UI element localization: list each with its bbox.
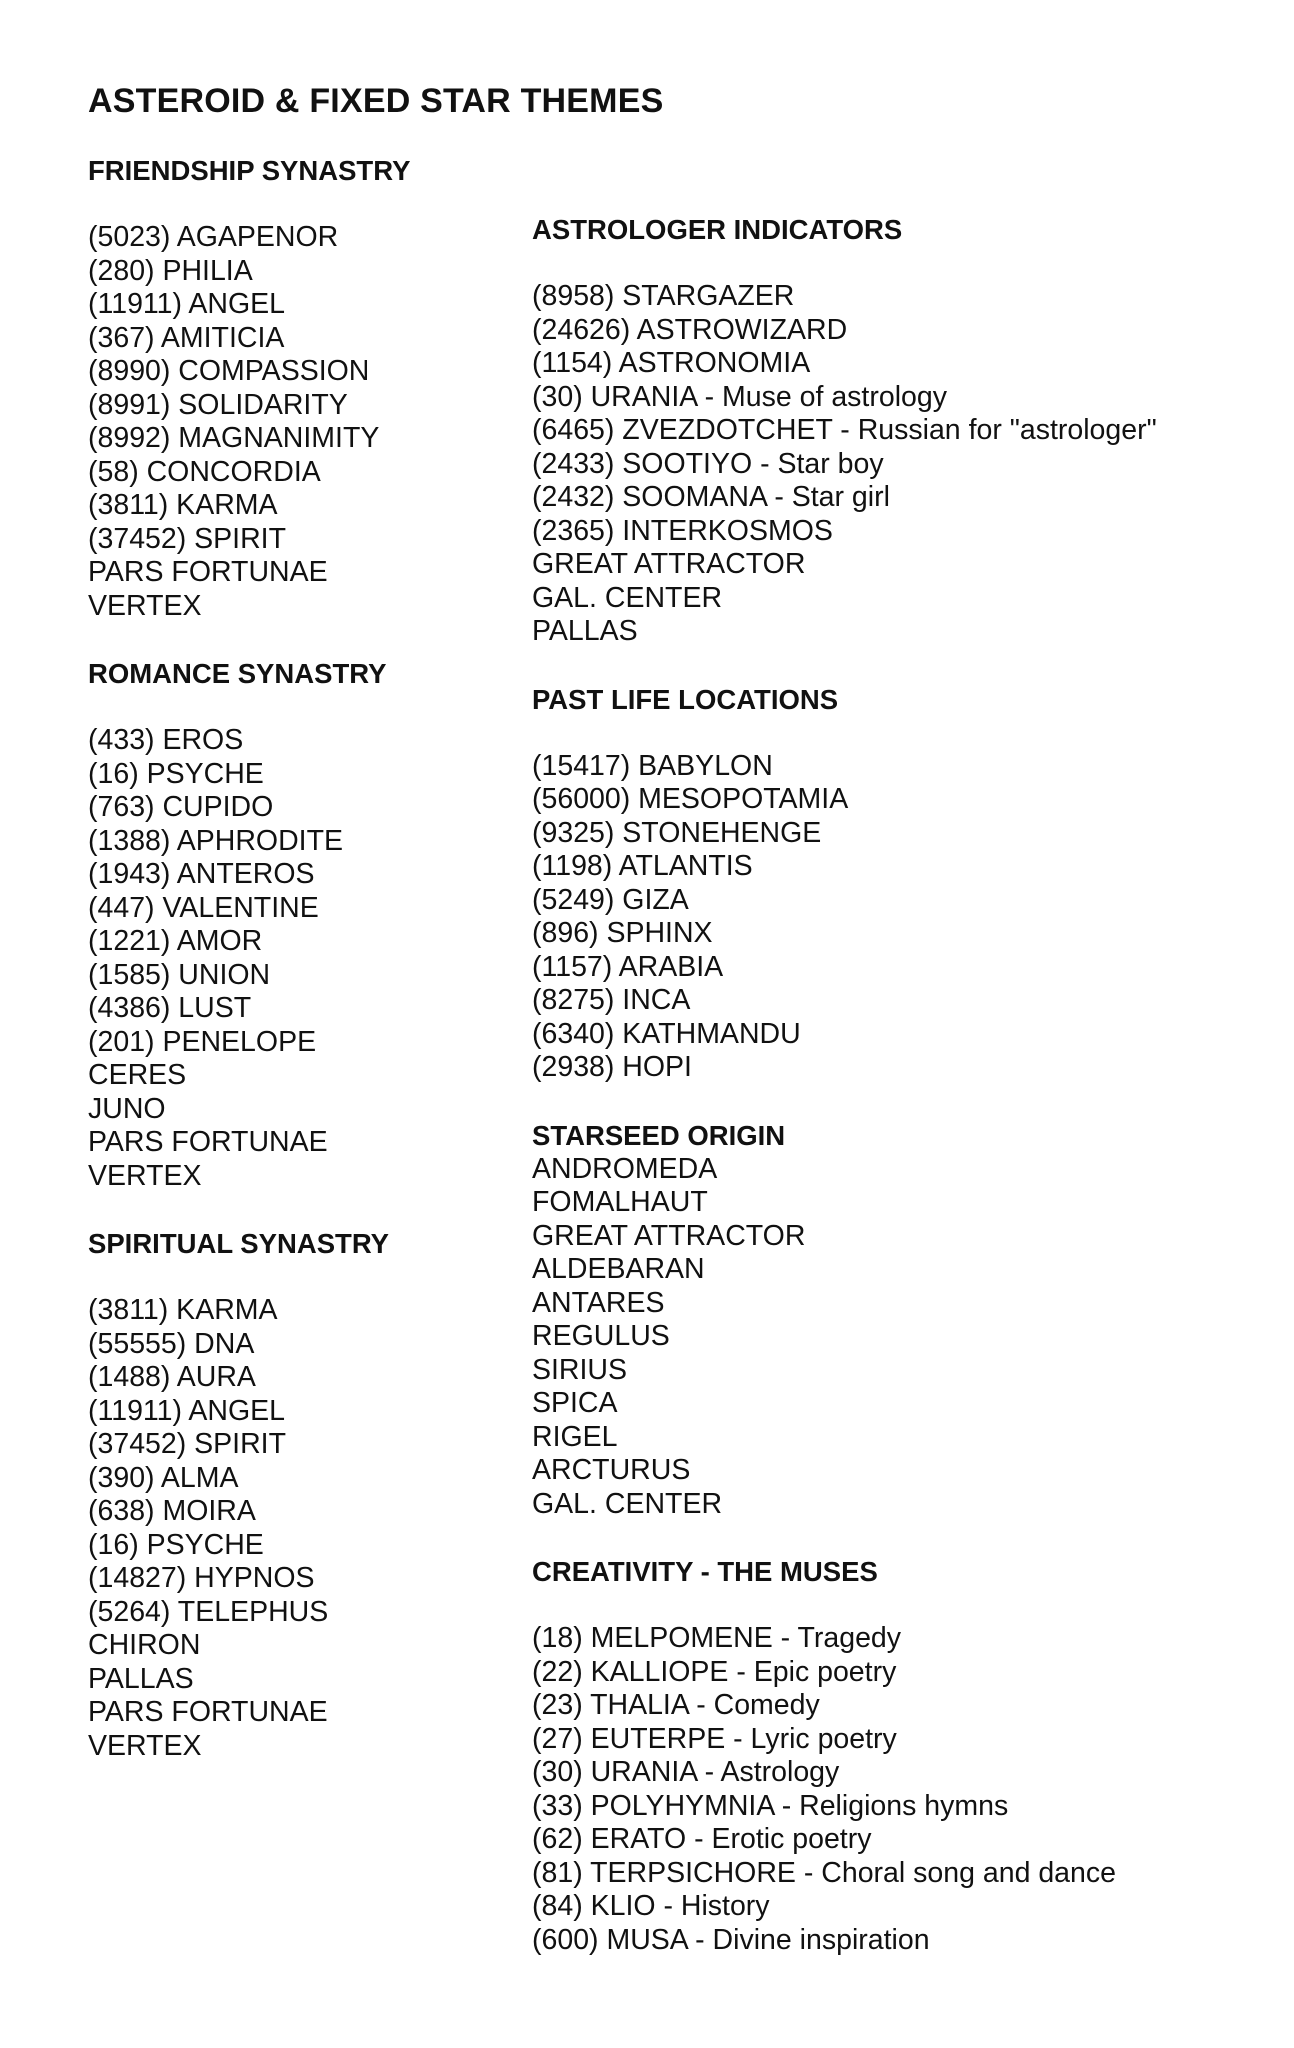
list-item: GAL. CENTER bbox=[532, 581, 723, 614]
list-item: (62) ERATO - Erotic poetry bbox=[532, 1823, 872, 1855]
list-item: (16) PSYCHE bbox=[88, 1528, 264, 1561]
section-heading: FRIENDSHIP SYNASTRY bbox=[88, 155, 411, 186]
list-item: (37452) SPIRIT bbox=[88, 1428, 286, 1460]
list-item: (1388) APHRODITE bbox=[88, 824, 343, 857]
list-item: (58) CONCORDIA bbox=[88, 455, 321, 488]
list-item: (1943) ANTEROS bbox=[88, 858, 315, 890]
astrologer-list bbox=[532, 280, 1272, 649]
starseed-list bbox=[532, 1153, 1272, 1522]
list-item: (638) MOIRA bbox=[88, 1495, 256, 1527]
section-heading: ASTROLOGER INDICATORS bbox=[532, 214, 903, 245]
list-item: (1221) AMOR bbox=[88, 925, 263, 957]
list-item: RIGEL bbox=[532, 1420, 618, 1453]
list-item: (433) EROS bbox=[88, 724, 244, 756]
section-starseed-origin bbox=[532, 1119, 1272, 1522]
list-item: (6465) ZVEZDOTCHET - Russian for "astrologer" bbox=[532, 414, 1157, 446]
list-item: ALDEBARAN bbox=[532, 1253, 705, 1285]
list-item: (5249) GIZA bbox=[532, 883, 689, 916]
list-item: (11911) ANGEL bbox=[88, 1394, 285, 1427]
list-item: (1585) UNION bbox=[88, 958, 271, 991]
list-item: GREAT ATTRACTOR bbox=[532, 1219, 806, 1252]
list-item: (30) URANIA - Muse of astrology bbox=[532, 380, 947, 413]
list-item: (15417) BABYLON bbox=[532, 749, 773, 782]
list-item: (280) PHILIA bbox=[88, 254, 253, 287]
list-item: (1154) ASTRONOMIA bbox=[532, 347, 811, 379]
list-item: FOMALHAUT bbox=[532, 1186, 708, 1218]
list-item: (447) VALENTINE bbox=[88, 891, 319, 924]
section-past-life-locations bbox=[532, 683, 1272, 1085]
list-item: PARS FORTUNAE bbox=[88, 556, 328, 588]
list-item: (8275) INCA bbox=[532, 984, 691, 1016]
list-item: GAL. CENTER bbox=[532, 1487, 723, 1520]
list-item: (8991) SOLIDARITY bbox=[88, 388, 348, 421]
list-item: (8990) COMPASSION bbox=[88, 355, 370, 387]
list-item: (56000) MESOPOTAMIA bbox=[532, 783, 849, 815]
list-item: VERTEX bbox=[88, 1159, 202, 1192]
list-item: PALLAS bbox=[88, 1662, 194, 1695]
list-item: (3811) KARMA bbox=[88, 1294, 278, 1326]
list-item: (390) ALMA bbox=[88, 1461, 239, 1494]
section-heading: ROMANCE SYNASTRY bbox=[88, 658, 387, 689]
list-item: (600) MUSA - Divine inspiration bbox=[532, 1923, 930, 1956]
list-item: (24626) ASTROWIZARD bbox=[532, 313, 848, 346]
list-item: (16) PSYCHE bbox=[88, 757, 264, 790]
list-item: ARCTURUS bbox=[532, 1454, 691, 1486]
list-item: (18) MELPOMENE - Tragedy bbox=[532, 1622, 902, 1654]
list-item: (2432) SOOMANA - Star girl bbox=[532, 481, 890, 513]
list-item: ANTARES bbox=[532, 1286, 665, 1319]
list-item: (201) PENELOPE bbox=[88, 1025, 317, 1058]
list-item: (37452) SPIRIT bbox=[88, 522, 286, 555]
section-creativity-muses bbox=[532, 1555, 1272, 1957]
list-item: (14827) HYPNOS bbox=[88, 1562, 315, 1594]
section-heading: PAST LIFE LOCATIONS bbox=[532, 683, 839, 715]
list-item: JUNO bbox=[88, 1092, 166, 1125]
section-heading: SPIRITUAL SYNASTRY bbox=[88, 1228, 390, 1259]
list-item: GREAT ATTRACTOR bbox=[532, 548, 806, 580]
section-heading: CREATIVITY - THE MUSES bbox=[532, 1556, 878, 1587]
list-item: (896) SPHINX bbox=[532, 917, 713, 949]
list-item: (84) KLIO - History bbox=[532, 1890, 770, 1922]
list-item: (5023) AGAPENOR bbox=[88, 221, 339, 253]
muses-list bbox=[532, 1622, 1272, 1957]
list-item: PARS FORTUNAE bbox=[88, 1696, 328, 1728]
list-item: ANDROMEDA bbox=[532, 1152, 718, 1185]
list-item: VERTEX bbox=[88, 1729, 202, 1762]
page-title: ASTEROID & FIXED STAR THEMES bbox=[88, 82, 664, 120]
list-item: (27) EUTERPE - Lyric poetry bbox=[532, 1722, 897, 1755]
list-item: (2365) INTERKOSMOS bbox=[532, 514, 833, 547]
list-item: SPICA bbox=[532, 1387, 618, 1419]
list-item: (33) POLYHYMNIA - Religions hymns bbox=[532, 1789, 1009, 1822]
list-item: (30) URANIA - Astrology bbox=[532, 1756, 840, 1788]
list-item: (9325) STONEHENGE bbox=[532, 816, 822, 849]
list-item: (367) AMITICIA bbox=[88, 321, 285, 354]
list-item: REGULUS bbox=[532, 1320, 670, 1352]
list-item: (8992) MAGNANIMITY bbox=[88, 422, 380, 454]
list-item: (22) KALLIOPE - Epic poetry bbox=[532, 1655, 897, 1688]
list-item: (763) CUPIDO bbox=[88, 791, 274, 823]
right-column bbox=[532, 213, 1272, 1957]
past-life-list bbox=[532, 750, 1272, 1085]
list-item: PARS FORTUNAE bbox=[88, 1126, 328, 1158]
section-heading: STARSEED ORIGIN bbox=[532, 1119, 786, 1151]
list-item: PALLAS bbox=[532, 615, 638, 647]
list-item: (5264) TELEPHUS bbox=[88, 1595, 329, 1628]
list-item: (4386) LUST bbox=[88, 992, 252, 1024]
section-astrologer-indicators bbox=[532, 213, 1272, 649]
list-item: (55555) DNA bbox=[88, 1327, 255, 1360]
list-item: (3811) KARMA bbox=[88, 489, 278, 521]
list-item: (81) TERPSICHORE - Choral song and dance bbox=[532, 1856, 1116, 1889]
list-item: (23) THALIA - Comedy bbox=[532, 1689, 820, 1721]
list-item: CHIRON bbox=[88, 1629, 201, 1661]
list-item: VERTEX bbox=[88, 589, 202, 622]
list-item: SIRIUS bbox=[532, 1353, 628, 1386]
list-item: CERES bbox=[88, 1059, 187, 1091]
list-item: (2938) HOPI bbox=[532, 1051, 692, 1083]
list-item: (1488) AURA bbox=[88, 1361, 256, 1393]
list-item: (1198) ATLANTIS bbox=[532, 850, 753, 882]
list-item: (1157) ARABIA bbox=[532, 950, 724, 983]
list-item: (8958) STARGAZER bbox=[532, 280, 795, 312]
list-item: (2433) SOOTIYO - Star boy bbox=[532, 447, 884, 480]
list-item: (11911) ANGEL bbox=[88, 288, 285, 320]
list-item: (6340) KATHMANDU bbox=[532, 1017, 801, 1050]
